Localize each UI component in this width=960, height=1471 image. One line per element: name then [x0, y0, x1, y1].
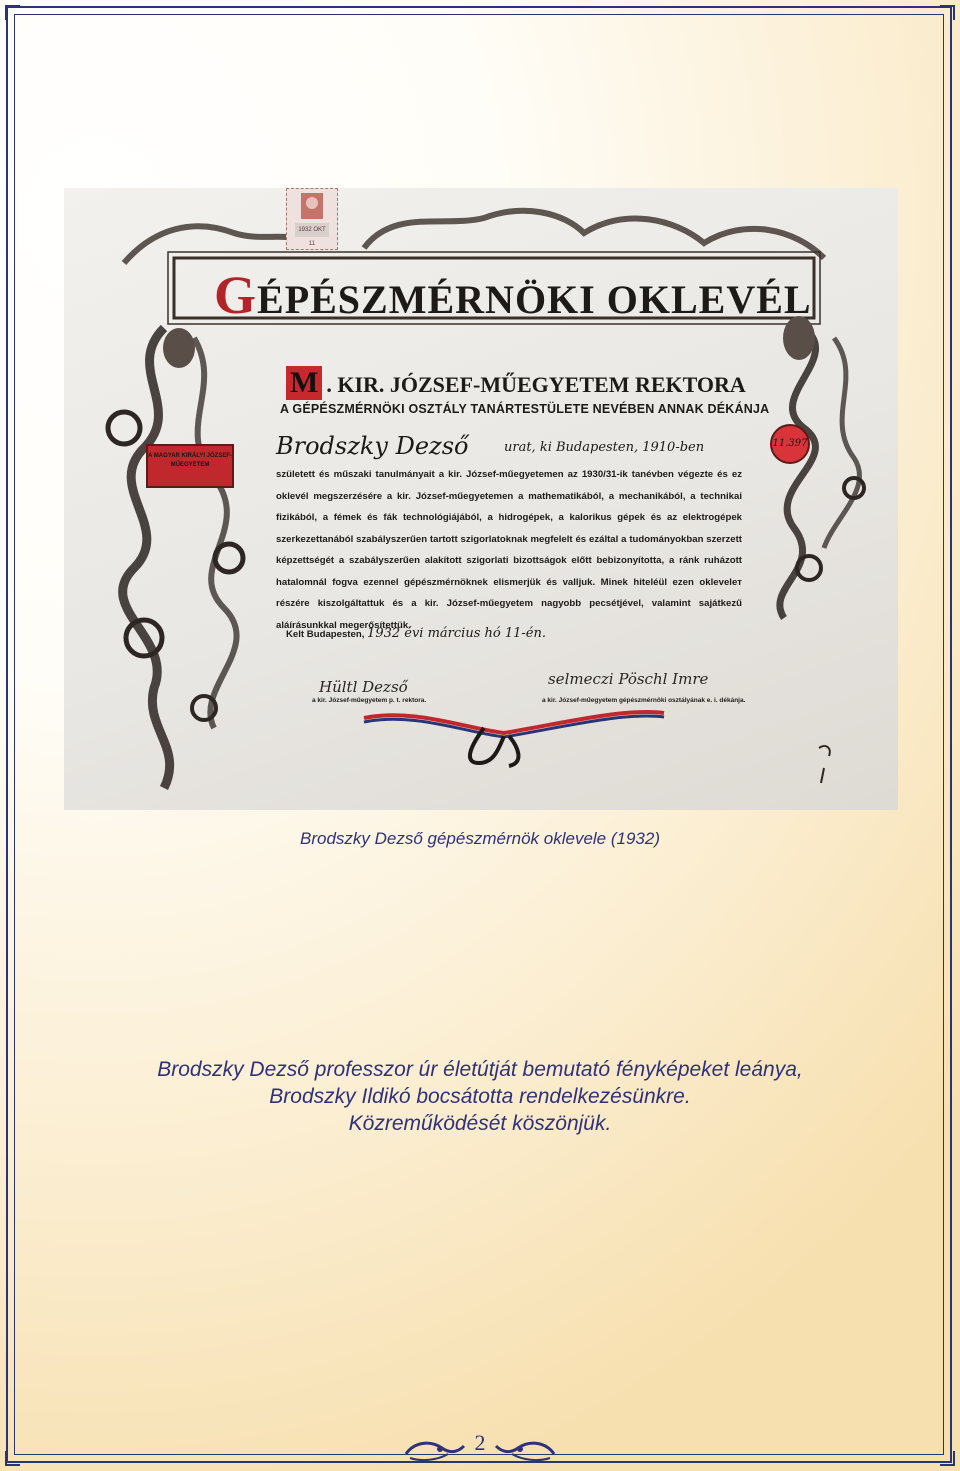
- diploma-date-prefix: Kelt Budapesten,: [286, 629, 365, 640]
- corner-ornament-icon: [938, 2, 958, 22]
- diploma-date-line: [286, 626, 546, 641]
- registration-seal: 11.397: [770, 424, 810, 464]
- diploma-rector-initial: M: [286, 366, 322, 400]
- acknowledgement-line-1: Brodszky Dezső professzor úr életútját bemutató fényképeket leánya,: [157, 1058, 803, 1081]
- photo-caption: Brodszky Dezső gépészmérnök oklevele (1932): [299, 829, 660, 848]
- diploma-photo: [64, 188, 898, 810]
- dean-signature-caption: a kir. József-műegyetem gépészmérnöki osztályának e. i. dékánja.: [542, 697, 746, 704]
- acknowledgement-line-3: Közreműködését köszönjük.: [348, 1112, 612, 1135]
- diploma-body-text: született és műszaki tanulmányait a kir. József-műegyetemen az 1930/31-ik tanévben végezte és ez oklevél megszerzésére a kir. József-műegyetemen a mathematikából, a mechanikából, a technikai fizikából, a fémek és fák technológiájából, a hidrogépek, a kalorikus gépek és az elektrogépek szerkezettanából szabályszerűen tartott szigorlatoknak megfelelt és ezáltal a tudományokban szerzett képzettségét a szabályszerűen alakított szigorlati bizottságok előtt bebizonyította, a ránk ruházott hatalomnál fogva ezennel gépészmérnöknek elismerjük és valljuk. Minek hiteléül ezen okleveleт részére kiszolgáltattuk és a kir. József-műegyetem nagyobb pecsétjével, valamint sajátkezű aláírásunkkal megerősítettük.: [276, 469, 742, 631]
- dean-signature: selmeczi Pöschl Imre: [548, 670, 709, 688]
- diploma-rector-line: [286, 366, 746, 400]
- acknowledgement-line-2: Brodszky Ildikó bocsátotta rendelkezésünkre.: [269, 1085, 691, 1108]
- revenue-stamp: [286, 188, 338, 250]
- page-footer: [400, 1432, 560, 1466]
- diploma-date-handwritten: 1932 évi március hó 11-én.: [367, 626, 546, 641]
- diploma-dean-line: A GÉPÉSZMÉRNÖKI OSZTÁLY TANÁRTESTÜLETE NEVÉBEN ANNAK DÉKÁNJA: [280, 402, 770, 416]
- diploma-rector-rest: . KIR. JÓZSEF-MŰEGYETEM REKTORA: [326, 372, 746, 397]
- stamp-value: 1932 OKT 11: [295, 223, 329, 237]
- rector-signature-caption: a kir. József-műegyetem p. t. rektora.: [312, 697, 427, 704]
- university-seal: A MAGYAR KIRÁLYI JÓZSEF-MŰEGYETEM: [146, 444, 234, 488]
- diploma-title: [214, 264, 854, 326]
- stamp-crown-icon: [287, 189, 337, 223]
- diploma-recipient-origin: urat, ki Budapesten, 1910-ben: [504, 440, 705, 455]
- corner-ornament-icon: [2, 1449, 22, 1469]
- diploma-title-initial: G: [214, 265, 258, 325]
- corner-ornament-icon: [938, 1449, 958, 1469]
- rector-signature: Hültl Dezső: [319, 678, 408, 696]
- diploma-recipient-name: Brodszky Dezső: [276, 432, 469, 460]
- page-number: 2: [474, 1430, 486, 1455]
- diploma-title-rest: ÉPÉSZMÉRNÖKI OKLEVÉL: [257, 277, 812, 322]
- corner-ornament-icon: [2, 2, 22, 22]
- acknowledgement: [40, 1056, 920, 1137]
